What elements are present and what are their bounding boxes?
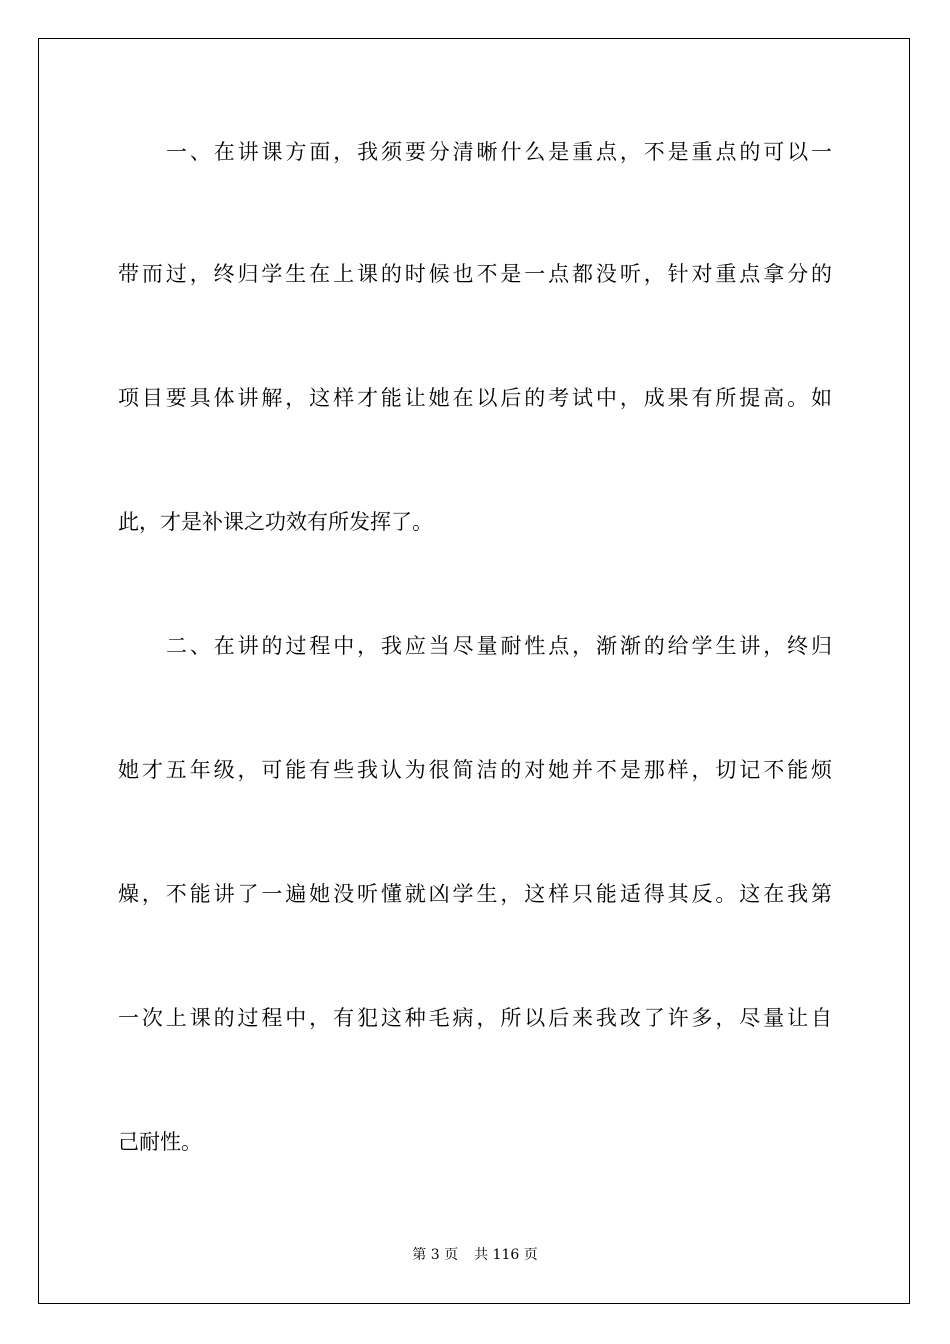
paragraph-1-line-3: 项目要具体讲解，这样才能让她在以后的考试中，成果有所提高。如	[118, 386, 832, 410]
page-frame	[38, 38, 910, 1304]
paragraph-2-line-2: 她才五年级，可能有些我认为很简洁的对她并不是那样，切记不能烦	[118, 758, 832, 782]
paragraph-1-line-1: 一、在讲课方面，我须要分清晰什么是重点，不是重点的可以一	[166, 140, 832, 164]
paragraph-2-line-5: 己耐性。	[118, 1130, 202, 1154]
page-number: 第 3 页	[412, 1247, 459, 1263]
paragraph-2-line-1: 二、在讲的过程中，我应当尽量耐性点，渐渐的给学生讲，终归	[166, 634, 832, 658]
paragraph-2-line-4: 一次上课的过程中，有犯这种毛病，所以后来我改了许多，尽量让自	[118, 1006, 832, 1030]
paragraph-1-line-2: 带而过，终归学生在上课的时候也不是一点都没听，针对重点拿分的	[118, 262, 832, 286]
paragraph-2-line-3: 燥，不能讲了一遍她没听懂就凶学生，这样只能适得其反。这在我第	[118, 882, 832, 906]
page-footer	[0, 1244, 950, 1264]
total-pages: 共 116 页	[474, 1247, 538, 1263]
paragraph-1-line-4: 此，才是补课之功效有所发挥了。	[118, 510, 433, 534]
